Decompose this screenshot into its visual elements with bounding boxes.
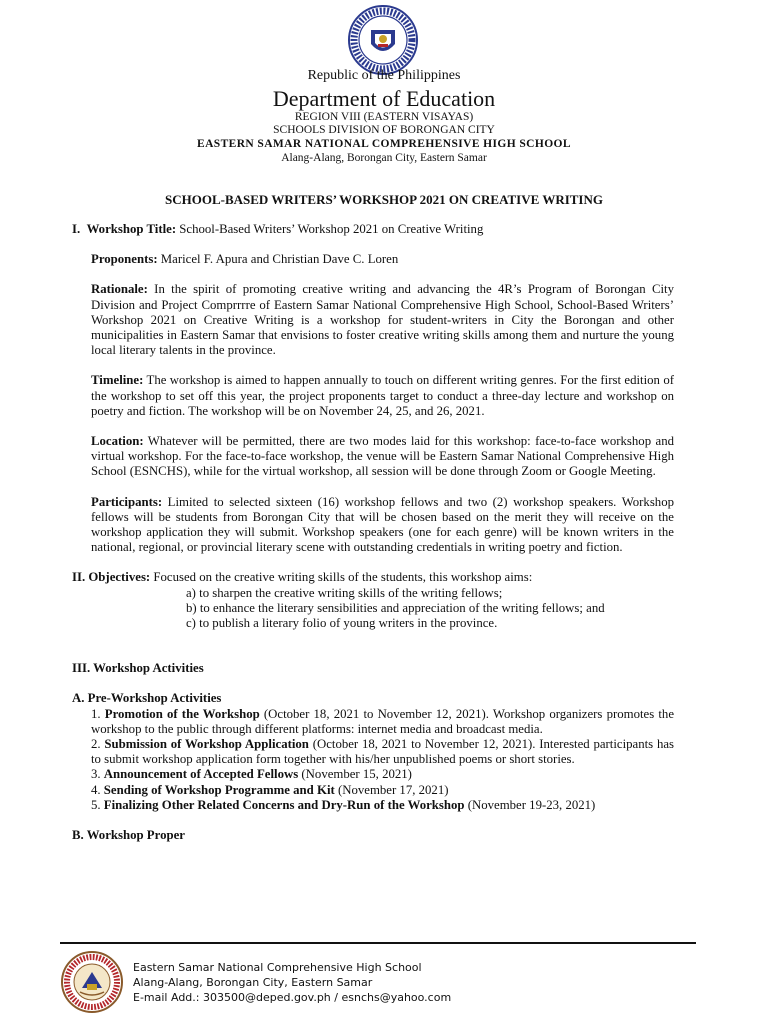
- location-text: Whatever will be permitted, there are two modes laid for this workshop: face-to-face workshop and virtual workshop. For the face-to-face workshop, the venue will be Eastern Samar National Comprehensive High School (ESNCHS), while for the virtual workshop, all session will be done through Zoom or Google Meeting.: [91, 434, 674, 479]
- objective-item: a) to sharpen the creative writing skills of the writing fellows;: [186, 585, 503, 600]
- objective-item: c) to publish a literary folio of young writers in the province.: [186, 616, 498, 631]
- workshop-title-text: School-Based Writers’ Workshop 2021 on Creative Writing: [176, 222, 484, 236]
- rationale-paragraph: [91, 282, 674, 358]
- proponents-line: [91, 252, 674, 267]
- deped-seal-logo: [345, 4, 421, 76]
- activity-number: 2.: [91, 737, 105, 752]
- objective-item: b) to enhance the literary sensibilities and appreciation of the writing fellows; and: [186, 600, 605, 615]
- activity-text: (November 17, 2021): [334, 782, 449, 797]
- activity-item: [91, 783, 674, 798]
- document-title: SCHOOL-BASED WRITERS’ WORKSHOP 2021 ON CREATIVE WRITING: [165, 192, 603, 207]
- footer-divider: [60, 942, 696, 944]
- activity-item: [91, 737, 674, 767]
- objectives-line: [72, 570, 674, 585]
- workshop-title-label: Workshop Title:: [86, 222, 177, 236]
- footer-school-name: Eastern Samar National Comprehensive High School: [133, 961, 422, 974]
- activity-number: 3.: [91, 767, 104, 782]
- activity-number: 1.: [91, 706, 105, 721]
- timeline-text: The workshop is aimed to happen annually to touch on different writing genres. For the first edition of the workshop to set off this year, the project proponents target to conduct a three-day lecture and workshop on poetry and fiction. The workshop will be on November 24, 25, and 26, 2021.: [91, 373, 674, 418]
- pre-workshop-heading: A. Pre-Workshop Activities: [72, 691, 222, 706]
- workshop-title-line: [72, 222, 674, 237]
- region-text: REGION VIII (EASTERN VISAYAS): [294, 111, 474, 123]
- workshop-proper-heading: B. Workshop Proper: [72, 828, 185, 843]
- activity-text: (November 15, 2021): [298, 767, 412, 782]
- activity-item: [91, 707, 674, 737]
- activity-text: (October 18, 2021 to November 12, 2021). Interested participants has to submit workshop application form together with his/her unpublished poems or short stories.: [91, 737, 674, 767]
- location-paragraph: [91, 434, 674, 480]
- activity-title: Submission of Workshop Application: [104, 737, 309, 752]
- objectives-intro: Focused on the creative writing skills of the students, this workshop aims:: [150, 570, 533, 585]
- activity-text: (October 18, 2021 to November 12, 2021). Workshop organizers promotes the workshop to the public through different platforms: internet media and broadcast media.: [91, 706, 675, 736]
- participants-paragraph: [91, 495, 674, 556]
- division-text: SCHOOLS DIVISION OF BORONGAN CITY: [273, 124, 495, 136]
- participants-text: Limited to selected sixteen (16) workshop fellows and two (2) workshop speakers. Workshop fellows will be students from Borongan City that will be chosen based on the merit they will receive on the workshop application they will submit. Workshop speakers (one for each genre) will be known writers in the national, regional, or provincial literary scene with outstanding credentials in writing poetry and fiction.: [91, 494, 674, 555]
- section-numeral: I.: [72, 222, 81, 236]
- activity-title: Finalizing Other Related Concerns and Dry-Run of the Workshop: [103, 797, 465, 812]
- footer-contact: [133, 960, 451, 1005]
- republic-text: Republic of the Philippines: [307, 68, 461, 83]
- activity-title: Sending of Workshop Programme and Kit: [103, 782, 335, 797]
- footer-email: E-mail Add.: 303500@deped.gov.ph / esnchs@yahoo.com: [133, 991, 452, 1004]
- proponents-label: Proponents:: [91, 252, 158, 267]
- location-label: Location:: [91, 434, 144, 449]
- activity-title: Announcement of Accepted Fellows: [103, 767, 299, 782]
- activities-heading: III. Workshop Activities: [72, 661, 204, 676]
- document-body: [72, 222, 675, 843]
- timeline-paragraph: [91, 373, 674, 419]
- activity-item: [91, 767, 674, 782]
- objectives-label: II. Objectives:: [72, 570, 151, 585]
- activity-number: 5.: [91, 797, 104, 812]
- school-seal-logo: [60, 950, 124, 1014]
- proponents-text: Maricel F. Apura and Christian Dave C. Loren: [157, 252, 399, 267]
- participants-label: Participants:: [91, 494, 163, 509]
- activity-item: [91, 798, 674, 813]
- activity-number: 4.: [91, 782, 104, 797]
- school-name: EASTERN SAMAR NATIONAL COMPREHENSIVE HIGH SCHOOL: [197, 138, 571, 150]
- rationale-text: In the spirit of promoting creative writing and advancing the 4R’s Program of Borongan City Division and Project Comprrrre of Eastern Samar National Comprehensive High School, School-Based Writers’ Workshop 2021 on Creative Writing is a workshop for student-writers in City the Borongan and other municipalities in Eastern Samar that envisions to foster creative writing skills among them and nurture the young local literary talents in the province.: [91, 282, 674, 358]
- rationale-label: Rationale:: [91, 282, 148, 297]
- timeline-label: Timeline:: [91, 373, 144, 388]
- activity-text: (November 19-23, 2021): [464, 797, 596, 812]
- footer-address: Alang-Alang, Borongan City, Eastern Samar: [133, 976, 373, 989]
- school-address: Alang-Alang, Borongan City, Eastern Samar: [281, 152, 487, 164]
- activity-title: Promotion of the Workshop: [104, 706, 260, 721]
- department-title: Department of Education: [272, 86, 496, 111]
